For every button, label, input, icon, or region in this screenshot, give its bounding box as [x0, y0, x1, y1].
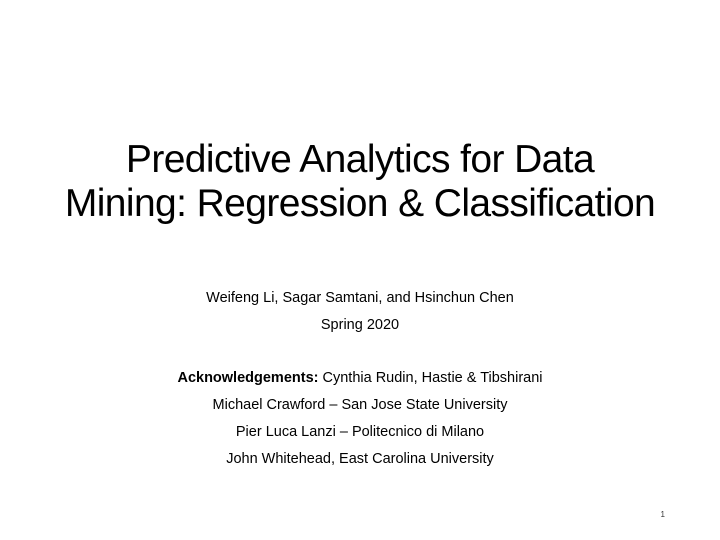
term-line: Spring 2020 [320, 317, 400, 333]
slide-title [20, 138, 700, 226]
page-number: 1 [660, 510, 665, 519]
slide-title-line-2: Mining: Regression & Classification [64, 182, 656, 225]
authors-line: Weifeng Li, Sagar Samtani, and Hsinchun Chen [206, 290, 514, 306]
acknowledgement-lanzi: Pier Luca Lanzi – Politecnico di Milano [235, 424, 485, 440]
acknowledgement-crawford: Michael Crawford – San Jose State University [212, 397, 508, 413]
acknowledgement-whitehead: John Whitehead, East Carolina University [226, 451, 494, 467]
acknowledgements-label: Acknowledgements: [177, 370, 319, 386]
acknowledgements-first: Cynthia Rudin, Hastie & Tibshirani [322, 370, 543, 386]
acknowledgements-line [40, 369, 680, 387]
slide-title-line-1: Predictive Analytics for Data [125, 138, 595, 181]
